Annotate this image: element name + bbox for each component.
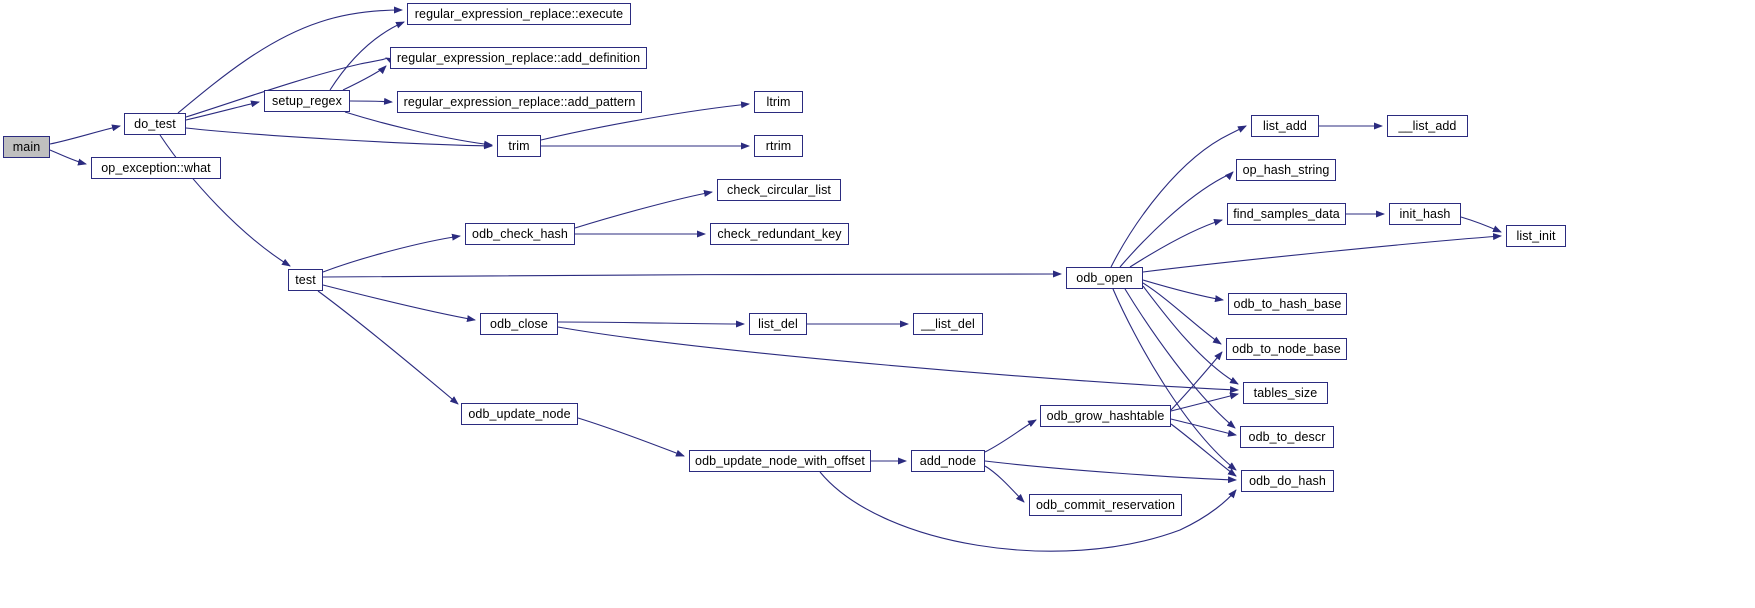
graph-node-odb_update_node_with_offset[interactable] [689,450,871,472]
graph-edge-odb_grow_hashtable-to-odb_do_hash [1171,424,1236,476]
graph-edge-odb_close-to-tables_size [558,327,1238,390]
graph-node-list_del[interactable] [749,313,807,335]
graph-edge-odb_check_hash-to-check_circular_list [575,192,712,228]
graph-edge-add_node-to-odb_grow_hashtable [985,420,1036,452]
graph-node-label: check_circular_list [726,182,832,197]
graph-node-find_samples_data[interactable] [1227,203,1346,225]
graph-edge-odb_open-to-list_init [1143,236,1501,272]
graph-node-odb_to_descr[interactable] [1240,426,1334,448]
graph-node-label: odb_update_node_with_offset [695,453,865,468]
graph-node-label: do_test [134,116,176,131]
graph-edge-test-to-odb_close [323,285,475,320]
graph-node-ltrim[interactable] [754,91,803,113]
graph-node-label: add_node [919,453,977,468]
graph-node-label: odb_commit_reservation [1035,497,1176,512]
graph-node-odb_grow_hashtable[interactable] [1040,405,1171,427]
graph-node-__list_del[interactable] [913,313,983,335]
graph-node-label: odb_to_descr [1248,429,1326,444]
graph-node-tables_size[interactable] [1243,382,1328,404]
graph-edge-setup_regex-to-re_add_pattern [350,101,392,102]
graph-edge-odb_open-to-list_add [1111,126,1246,267]
graph-node-label: rtrim [765,138,792,153]
graph-node-label: regular_expression_replace::execute [414,6,624,21]
graph-edge-test-to-odb_check_hash [323,236,460,272]
graph-node-test[interactable] [288,269,323,291]
graph-edge-odb_close-to-list_del [558,322,744,324]
graph-node-label: op_hash_string [1242,162,1330,177]
graph-node-odb_check_hash[interactable] [465,223,575,245]
graph-edge-do_test-to-setup_regex [186,102,259,120]
graph-node-label: regular_expression_replace::add_pattern [403,94,636,109]
graph-node-label: main [12,139,41,154]
graph-node-odb_update_node[interactable] [461,403,578,425]
graph-node-label: odb_check_hash [472,226,568,241]
graph-node-rtrim[interactable] [754,135,803,157]
graph-node-odb_to_hash_base[interactable] [1228,293,1347,315]
graph-edge-test-to-odb_update_node [318,291,458,404]
graph-node-__list_add[interactable] [1387,115,1468,137]
graph-node-label: ltrim [766,94,791,109]
graph-edge-odb_update_node-to-odb_update_node_with_offset [578,418,684,456]
graph-node-add_node[interactable] [911,450,985,472]
graph-edge-do_test-to-test [160,135,290,266]
graph-node-label: odb_do_hash [1249,473,1326,488]
graph-edge-add_node-to-odb_commit_reservation [985,466,1024,502]
graph-node-re_execute[interactable] [407,3,631,25]
graph-node-do_test[interactable] [124,113,186,135]
graph-node-op_exception_what[interactable] [91,157,221,179]
graph-edge-main-to-op_exception_what [50,150,86,164]
graph-edge-odb_open-to-odb_to_hash_base [1143,280,1223,300]
graph-node-label: odb_grow_hashtable [1046,408,1165,423]
graph-node-label: op_exception::what [101,160,211,175]
graph-node-odb_do_hash[interactable] [1241,470,1334,492]
graph-edge-odb_grow_hashtable-to-odb_to_descr [1171,419,1236,435]
graph-edge-main-to-do_test [50,126,120,144]
graph-node-re_add_pattern[interactable] [397,91,642,113]
graph-node-re_add_definition[interactable] [390,47,647,69]
graph-node-label: odb_close [490,316,548,331]
graph-node-label: find_samples_data [1233,206,1340,221]
graph-node-label: trim [508,138,530,153]
graph-edge-odb_open-to-find_samples_data [1130,220,1222,267]
graph-node-odb_commit_reservation[interactable] [1029,494,1182,516]
graph-node-label: odb_update_node [468,406,571,421]
graph-edge-add_node-to-odb_do_hash [985,461,1236,480]
graph-node-main[interactable] [3,136,50,158]
graph-node-label: list_init [1516,228,1556,243]
graph-node-list_init[interactable] [1506,225,1566,247]
graph-node-label: tables_size [1253,385,1318,400]
graph-node-setup_regex[interactable] [264,90,350,112]
graph-node-label: odb_open [1076,270,1133,285]
graph-node-check_circular_list[interactable] [717,179,841,201]
graph-node-op_hash_string[interactable] [1236,159,1336,181]
graph-node-label: setup_regex [272,93,342,108]
graph-node-label: test [295,272,316,287]
graph-node-label: check_redundant_key [717,226,842,241]
graph-edge-odb_grow_hashtable-to-tables_size [1171,394,1238,411]
graph-node-label: regular_expression_replace::add_definition [396,50,641,65]
graph-node-label: __list_del [921,316,975,331]
graph-edge-setup_regex-to-re_add_definition [343,66,386,90]
graph-node-label: __list_add [1398,118,1457,133]
graph-node-label: odb_to_hash_base [1233,296,1342,311]
graph-edge-init_hash-to-list_init [1461,217,1501,232]
graph-edge-odb_open-to-tables_size [1143,286,1238,384]
graph-node-odb_to_node_base[interactable] [1226,338,1347,360]
graph-node-odb_close[interactable] [480,313,558,335]
graph-node-list_add[interactable] [1251,115,1319,137]
graph-node-label: list_del [758,316,798,331]
graph-node-label: odb_to_node_base [1232,341,1341,356]
graph-node-check_redundant_key[interactable] [710,223,849,245]
graph-node-label: list_add [1263,118,1307,133]
graph-node-init_hash[interactable] [1389,203,1461,225]
graph-edge-odb_open-to-odb_do_hash [1113,289,1236,470]
graph-edge-odb_open-to-op_hash_string [1120,172,1233,267]
graph-edge-odb_grow_hashtable-to-odb_to_node_base [1171,352,1222,410]
graph-edge-odb_open-to-odb_to_node_base [1143,283,1221,344]
graph-node-label: init_hash [1399,206,1451,221]
graph-edge-do_test-to-trim [186,128,492,146]
graph-node-odb_open[interactable] [1066,267,1143,289]
graph-node-trim[interactable] [497,135,541,157]
graph-edge-setup_regex-to-trim [345,112,492,145]
graph-edge-test-to-odb_open [323,274,1061,277]
